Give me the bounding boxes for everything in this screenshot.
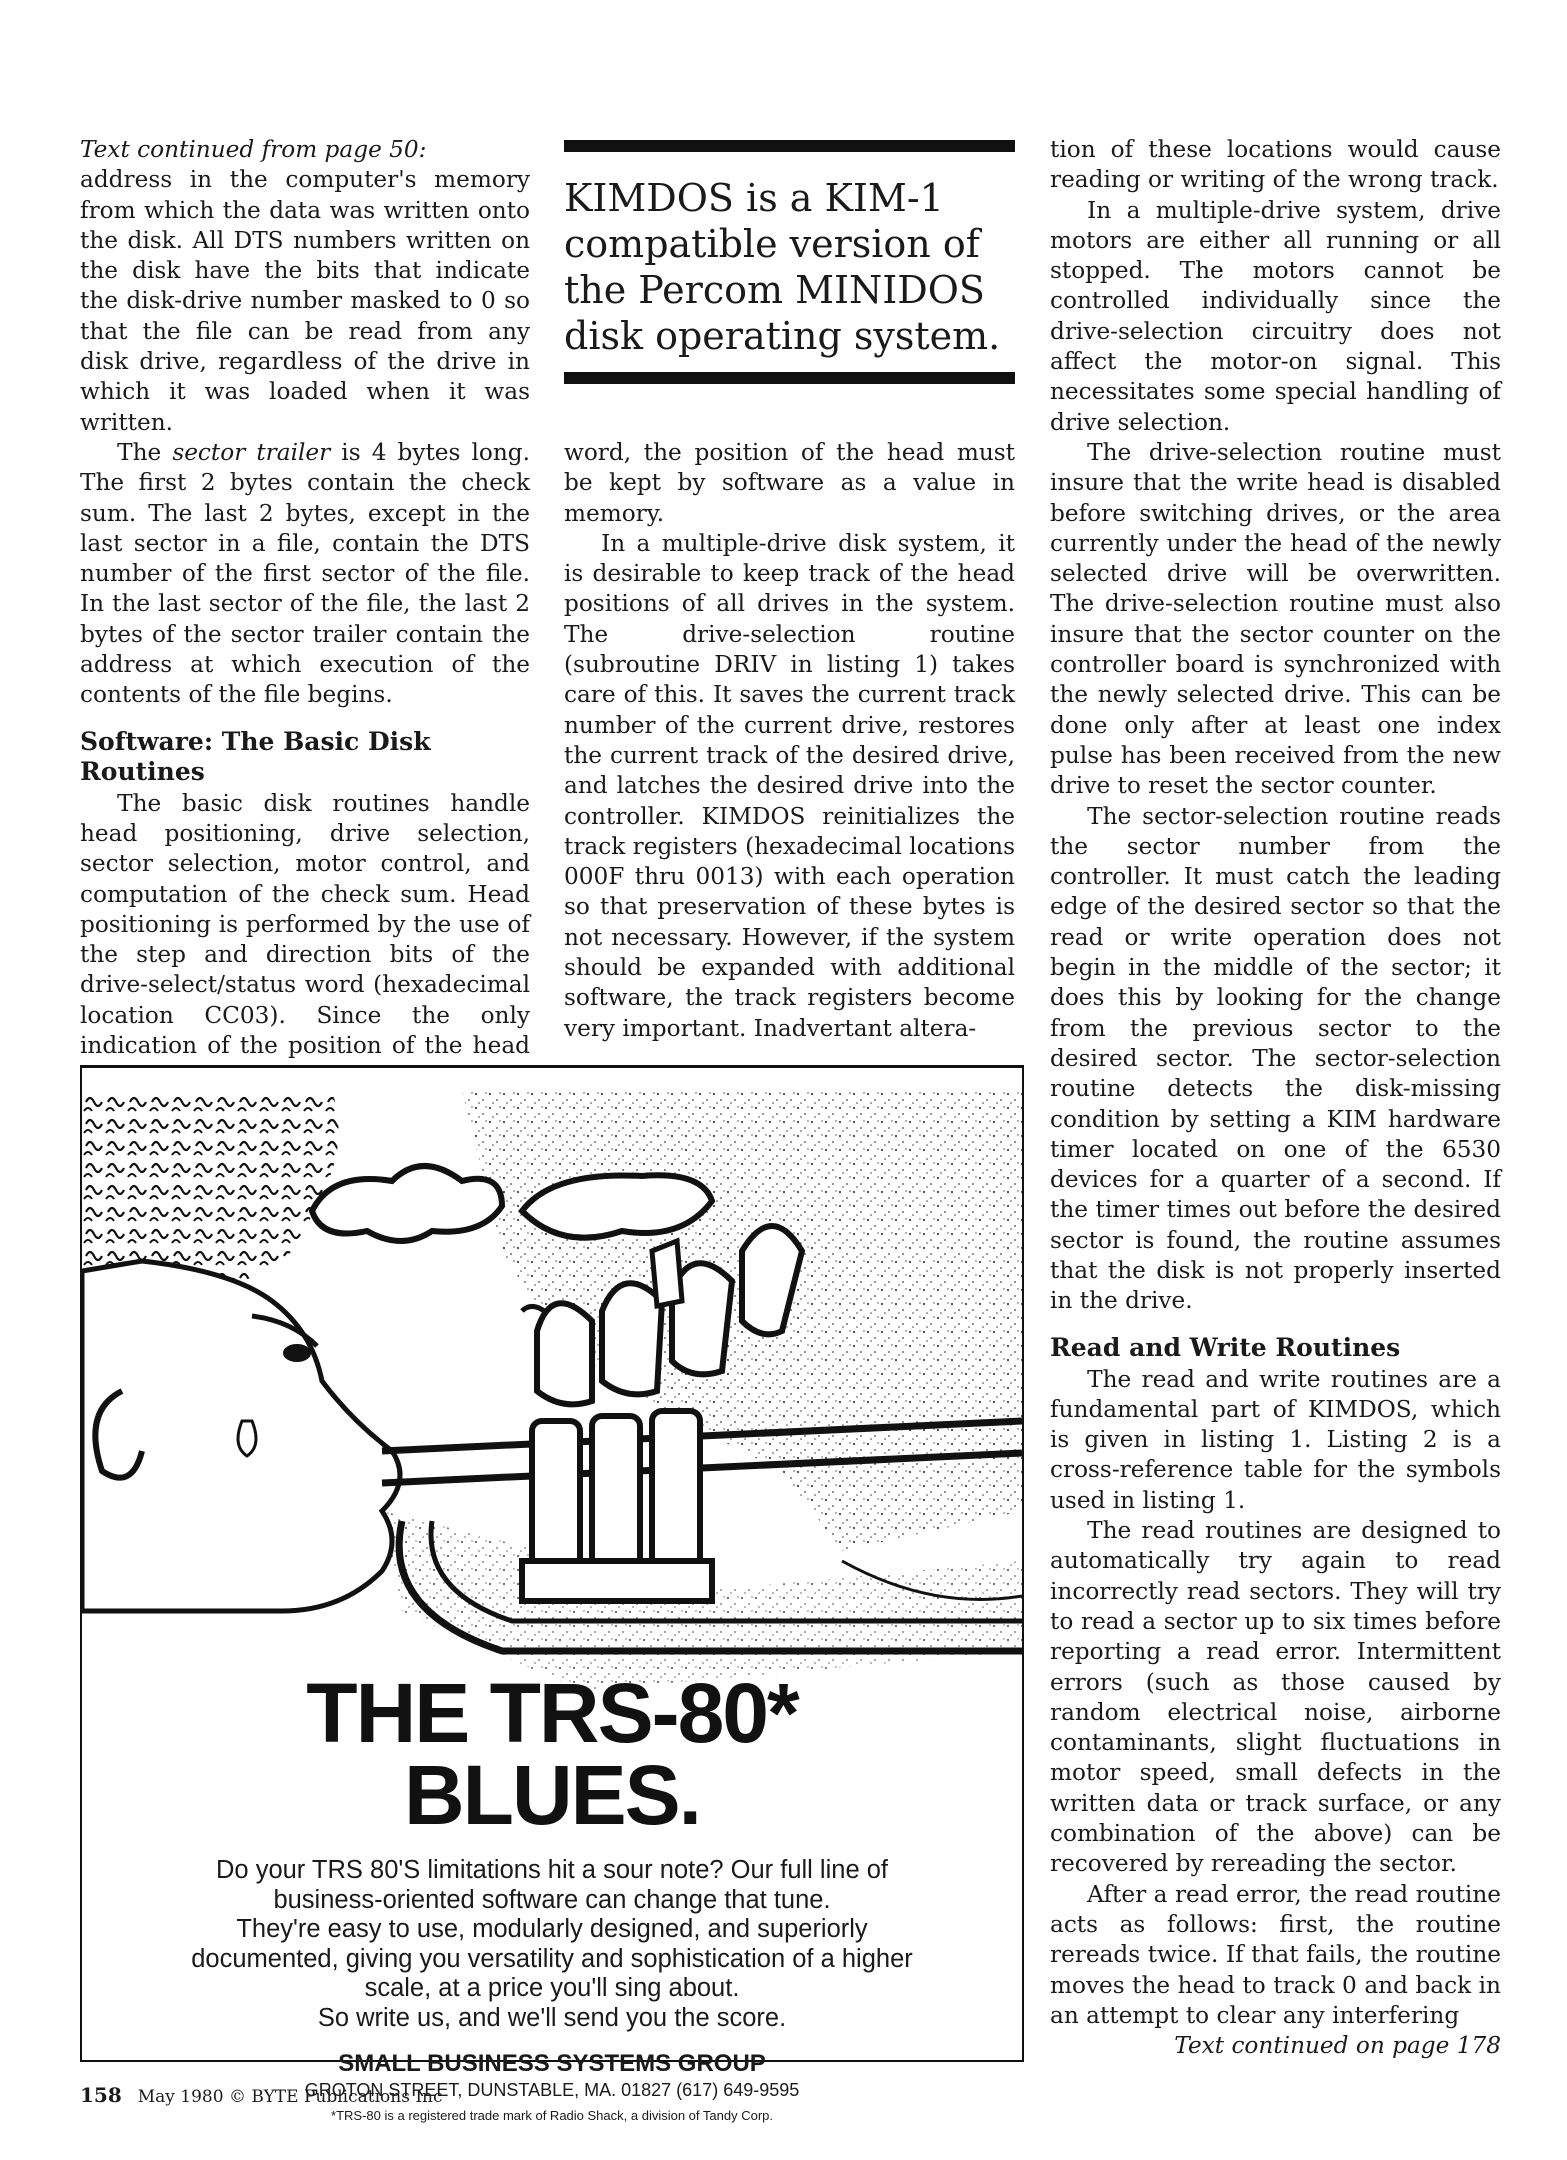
ad-body-line: They're easy to use, modularly designed, and superiorly xyxy=(236,1915,868,1943)
pull-quote xyxy=(564,140,1015,384)
top-rule xyxy=(564,140,1015,152)
paragraph: After a read error, the read routine acts as follows: first, the routine rereads twice. If that fails, the routine moves the head to track 0 and back in an attempt to clear any interfering xyxy=(1050,1880,1501,2029)
ad-body-line: documented, giving you versatility and sophistication of a higher xyxy=(191,1944,913,1973)
continued-on: Text continued on page 178 xyxy=(1174,2032,1501,2060)
trumpet-player-illustration xyxy=(82,1091,1022,1731)
page-footer xyxy=(80,2083,443,2107)
ad-headline xyxy=(82,1666,1022,1842)
text-run: is 4 bytes long. The first 2 bytes contain the check sum. The last 2 bytes, except in the last sector in a file, contain the DTS number of the first sector of the file. In the last sector of the file, the last 2 bytes of the sector trailer contain the address at which execution of the contents of the file begins. xyxy=(80,438,530,709)
section-heading: Read and Write Routines xyxy=(1050,1332,1401,1362)
pull-quote-text: KIMDOS is a KIM-1 compatible version of the Percom MINIDOS disk operating system. xyxy=(564,176,1001,358)
footer-credit: May 1980 © BYTE Publications Inc xyxy=(137,2087,443,2107)
ad-body xyxy=(112,1856,992,2033)
ad-company: SMALL BUSINESS SYSTEMS GROUP xyxy=(338,2050,766,2077)
ad-trademark-note: *TRS-80 is a registered trade mark of Radio Shack, a division of Tandy Corp. xyxy=(331,2108,773,2123)
emphasis-term: sector trailer xyxy=(172,438,331,466)
paragraph: The drive-selection routine must insure that the write head is disabled before switching drives, or the area currently under the head of the newly selected drive will be overwritten. The drive-selection routine must also insure that the sector counter on the controller board is synchronized with the newly selected drive. This can be done only after at least one index pulse has been received from the new drive to reset the sector counter. xyxy=(1050,438,1501,800)
paragraph: In a multiple-drive disk system, it is desirable to keep track of the head positions of all drives in the system. The drive-selection routine (subroutine DRIV in listing 1) takes care of this. It saves the current track number of the current drive, restores the current track of the desired drive, and latches the desired drive into the controller. KIMDOS reinitializes the track registers (hexadecimal locations 000F thru 0013) with each operation so that preservation of these bytes is not necessary. However, if the system should be expanded with additional software, the track registers become very important. Inadvertant altera- xyxy=(564,529,1015,1042)
bottom-rule xyxy=(564,372,1015,384)
section-heading: Software: The Basic Disk Routines xyxy=(80,726,431,786)
paragraph: The read routines are designed to automatically try again to read incorrectly read sectors. They will try to read a sector up to six times before reporting a read error. Intermittent errors (such as those caused by random electrical noise, airborne contaminants, slight fluctuations in motor speed, small defects in the written data or track surface, or any combination of the above) can be recovered by rereading the sector. xyxy=(1050,1517,1501,1878)
ad-body-line: So write us, and we'll send you the score. xyxy=(317,2003,787,2032)
paragraph: word, the position of the head must be kept by software as a value in memory. xyxy=(564,439,1015,527)
page-number: 158 xyxy=(80,2083,122,2107)
column-3 xyxy=(1050,135,1501,2061)
ad-body-line: business-oriented software can change that tune. xyxy=(273,1885,831,1914)
paragraph: The sector-selection routine reads the sector number from the controller. It must catch the leading edge of the desired sector so that the read or write operation does not begin in the middle of the sector; it does this by looking for the change from the previous sector to the desired sector. The sector-selection routine detects the disk-missing condition by setting a KIM hardware timer located on one of the 6530 devices for a quarter of a second. If the timer times out before the desired sector is found, the routine assumes that the disk is not properly inserted in the drive. xyxy=(1050,802,1501,1315)
paragraph: address in the computer's memory from which the data was written onto the disk. All DTS numbers written on the disk have the bits that indicate the disk-drive number masked to 0 so that the file can be read from any disk drive, regardless of the drive in which it was loaded when it was written. xyxy=(80,166,530,436)
paragraph: In a multiple-drive system, drive motors are either all running or all stopped. The motors cannot be controlled individually since the drive-selection circuitry does not affect the motor-on signal. This necessitates some special handling of drive selection. xyxy=(1050,196,1501,436)
ad-body-line: Do your TRS 80'S limitations hit a sour note? Our full line of xyxy=(216,1856,888,1884)
paragraph: tion of these locations would cause reading or writing of the wrong track. xyxy=(1050,136,1501,194)
paragraph: The basic disk routines handle head positioning, drive selection, sector selection, motor control, and computation of the check sum. Head positioning is performed by the use of the step and direction bits of the drive-select/status word (hexadecimal location CC03). Since the only indication of the position of the head xyxy=(80,789,530,1060)
paragraph: The read and write routines are a fundamental part of KIMDOS, which is given in listing 1. Listing 2 is a cross-reference table for the symbols used in listing 1. xyxy=(1050,1365,1501,1514)
text-run: The xyxy=(117,438,173,466)
ad-address: GROTON STREET, DUNSTABLE, MA. 01827 (617) 649-9595 xyxy=(304,2080,800,2100)
column-1 xyxy=(80,135,530,1122)
paragraph-sector-trailer xyxy=(80,438,530,711)
column-2 xyxy=(564,438,1015,1044)
headline-line-2: BLUES. xyxy=(403,1748,701,1842)
headline-line-1: THE TRS-80* xyxy=(306,1666,798,1760)
ad-body-line: scale, at a price you'll sing about. xyxy=(364,1974,740,2002)
continued-from: Text continued from page 50: xyxy=(80,136,427,163)
